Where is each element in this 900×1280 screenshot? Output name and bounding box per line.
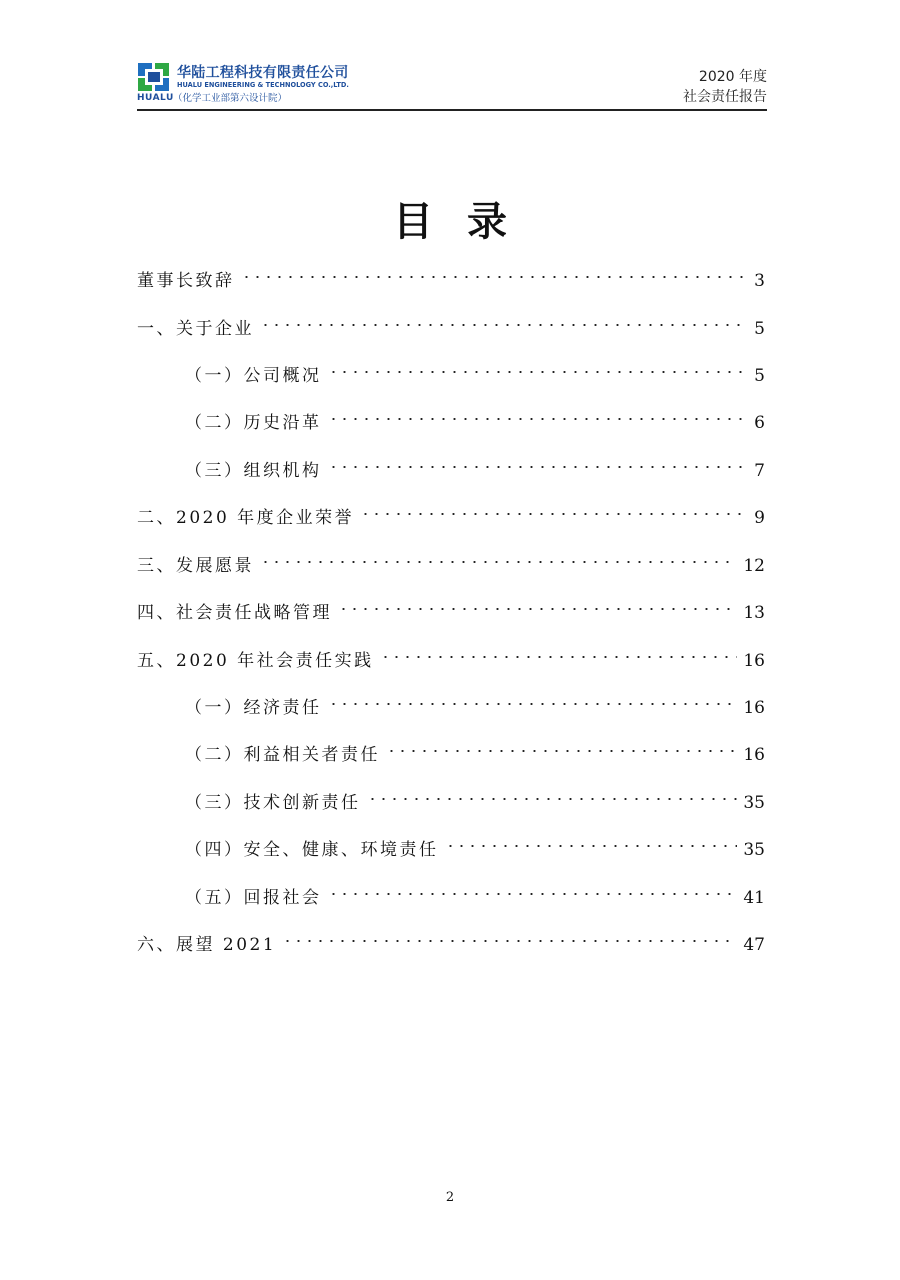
toc-entry[interactable] (137, 873, 765, 908)
toc-entry[interactable] (137, 920, 765, 955)
dot-leader (328, 446, 749, 476)
toc-entry-label: （五）回报社会 (185, 888, 322, 908)
page-title: 目录 (393, 199, 541, 245)
toc-entry-page: 35 (743, 840, 765, 860)
toc-entry-page: 16 (743, 698, 765, 718)
toc-entry-page: 5 (754, 319, 765, 339)
toc-entry-page: 35 (743, 793, 765, 813)
hualu-logo-icon (137, 62, 171, 92)
toc-entry-page: 7 (754, 461, 765, 481)
toc-entry[interactable] (137, 588, 765, 623)
page-header (137, 60, 767, 108)
toc-entry-label: 一、关于企业 (137, 319, 254, 339)
toc-entry-page: 16 (743, 745, 765, 765)
dot-leader (328, 351, 749, 381)
toc-entry-label: 四、社会责任战略管理 (137, 603, 332, 623)
company-name-en: HUALU ENGINEERING & TECHNOLOGY CO.,LTD. (177, 81, 349, 89)
toc-entry-page: 13 (743, 603, 765, 623)
toc-entry[interactable] (137, 636, 765, 671)
toc-entry-page: 6 (754, 413, 765, 433)
header-divider (137, 109, 767, 111)
dot-leader (367, 778, 738, 808)
toc-entry-page: 9 (754, 508, 765, 528)
company-name-cn: 华陆工程科技有限责任公司 (177, 65, 349, 81)
dot-leader (386, 730, 737, 760)
toc-entry[interactable] (137, 446, 765, 481)
dot-leader (445, 825, 738, 855)
company-subtitle: （化学工业部第六设计院） (173, 93, 288, 104)
toc-entry-label: 五、2020 年社会责任实践 (137, 651, 374, 671)
toc-entry-label: （三）技术创新责任 (185, 793, 361, 813)
dot-leader (260, 304, 748, 334)
toc-entry[interactable] (137, 304, 765, 339)
toc-entry-label: （一）经济责任 (185, 698, 322, 718)
dot-leader (328, 873, 738, 903)
toc-entry-page: 5 (754, 366, 765, 386)
toc-entry[interactable] (137, 825, 765, 860)
report-year: 2020 年度 (698, 69, 767, 85)
toc-entry[interactable] (137, 730, 765, 765)
toc-entry-label: （二）历史沿革 (185, 413, 322, 433)
dot-leader (380, 636, 738, 666)
toc-entry[interactable] (137, 541, 765, 576)
toc-entry[interactable] (137, 493, 765, 528)
toc-entry[interactable] (137, 683, 765, 718)
toc-entry-label: 二、2020 年度企业荣誉 (137, 508, 355, 528)
dot-leader (241, 256, 749, 286)
toc-entry-page: 3 (754, 271, 765, 291)
dot-leader (338, 588, 737, 618)
dot-leader (360, 493, 748, 523)
toc-entry-page: 41 (743, 888, 765, 908)
toc-entry[interactable] (137, 256, 765, 291)
dot-leader (328, 398, 749, 428)
dot-leader (260, 541, 737, 571)
toc-entry-label: 董事长致辞 (137, 271, 235, 291)
dot-leader (282, 920, 737, 950)
toc-entry-label: （二）利益相关者责任 (185, 745, 380, 765)
toc-entry[interactable] (137, 351, 765, 386)
toc-entry-label: （四）安全、健康、环境责任 (185, 840, 439, 860)
toc-entry-page: 12 (743, 556, 765, 576)
toc-entry-page: 16 (743, 651, 765, 671)
page-number: 2 (445, 1190, 455, 1205)
toc-entry[interactable] (137, 398, 765, 433)
toc-entry[interactable] (137, 778, 765, 813)
toc-entry-label: （三）组织机构 (185, 461, 322, 481)
toc-entry-label: 六、展望 2021 (137, 935, 277, 955)
toc-entry-label: 三、发展愿景 (137, 556, 254, 576)
logo-wordmark: HUALU (137, 93, 174, 103)
report-title: 社会责任报告 (683, 89, 767, 105)
toc-entry-label: （一）公司概况 (185, 366, 322, 386)
toc-entry-page: 47 (743, 935, 765, 955)
dot-leader (328, 683, 738, 713)
